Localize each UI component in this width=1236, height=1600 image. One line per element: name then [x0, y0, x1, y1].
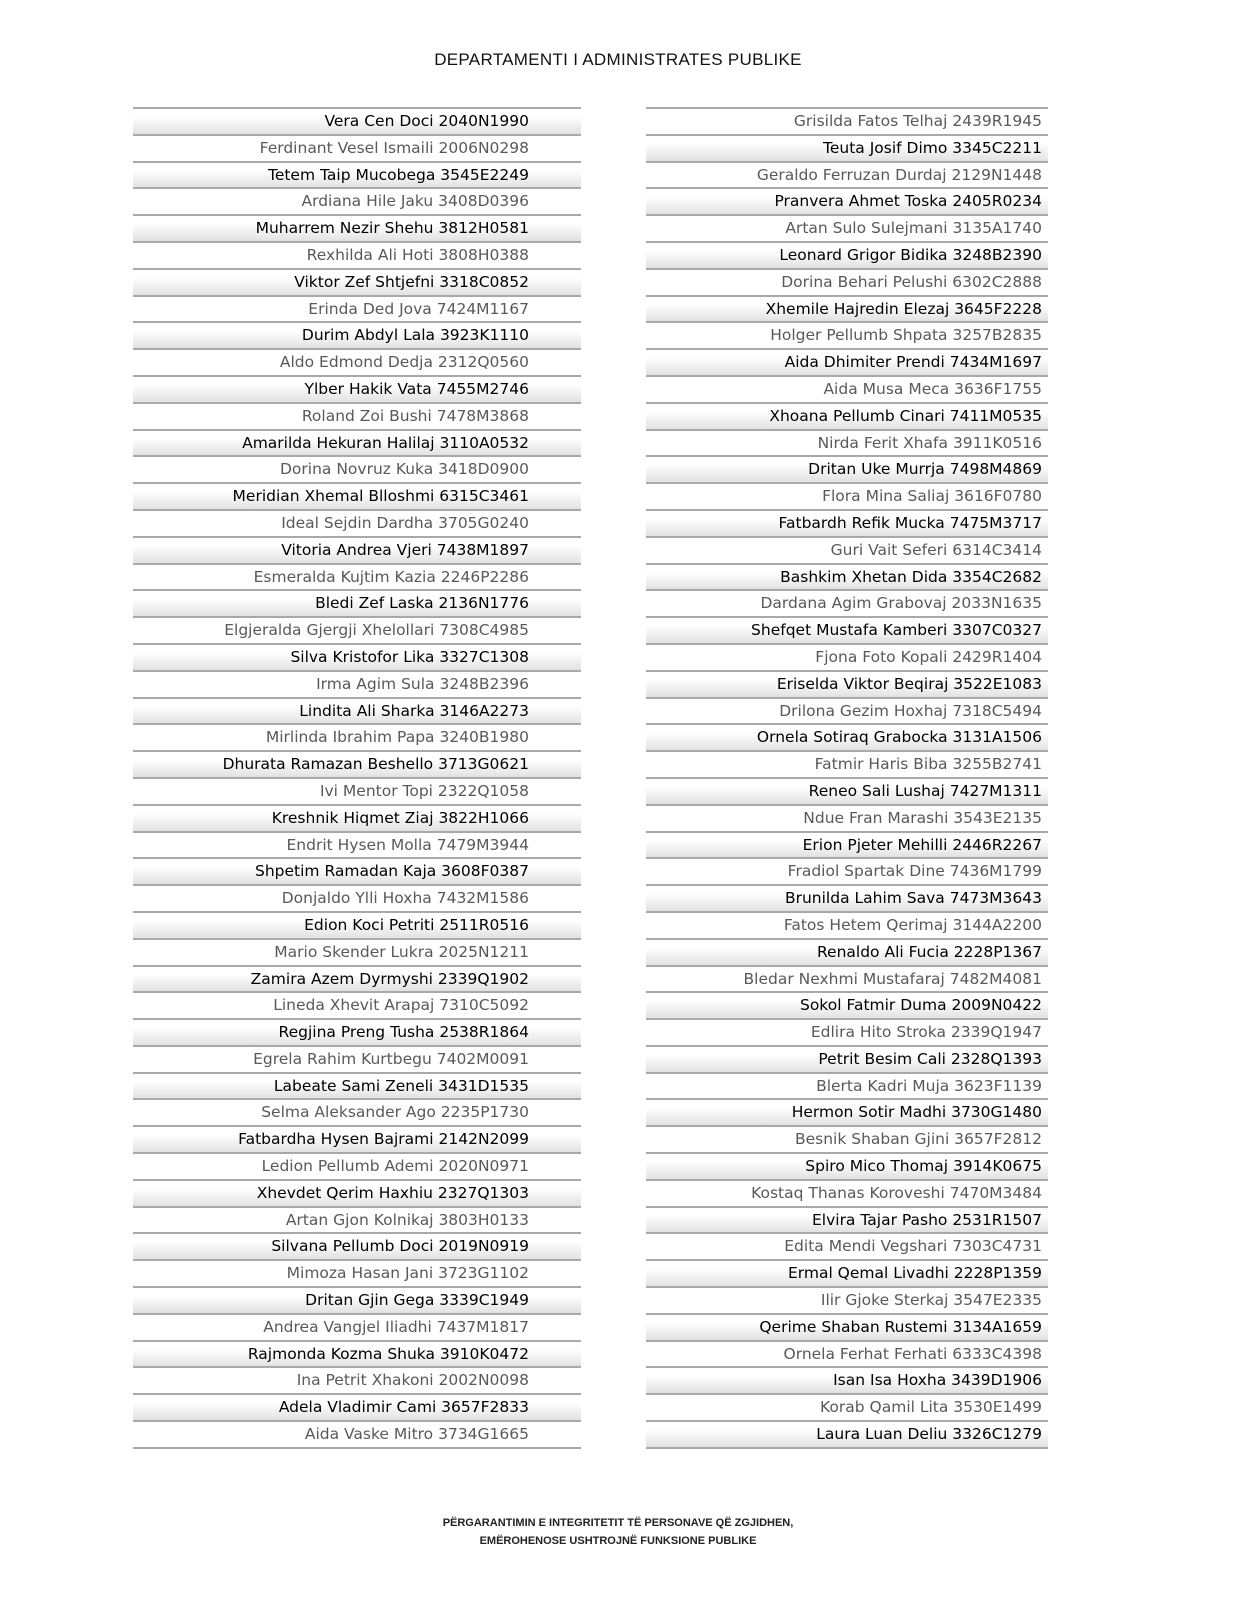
page-title: DEPARTAMENTI I ADMINISTRATES PUBLIKE: [434, 50, 802, 69]
right-list-row: Shefqet Mustafa Kamberi 3307C0327: [646, 616, 1048, 643]
left-list-row: Zamira Azem Dyrmyshi 2339Q1902: [133, 965, 581, 992]
right-list-row: Edlira Hito Stroka 2339Q1947: [646, 1018, 1048, 1045]
left-list-row: Amarilda Hekuran Halilaj 3110A0532: [133, 429, 581, 456]
left-list-row: Lindita Ali Sharka 3146A2273: [133, 697, 581, 724]
left-list-row: Vera Cen Doci 2040N1990: [133, 107, 581, 134]
left-list-row: Dorina Novruz Kuka 3418D0900: [133, 455, 581, 482]
right-list-row: Renaldo Ali Fucia 2228P1367: [646, 938, 1048, 965]
left-list-row: Donjaldo Ylli Hoxha 7432M1586: [133, 884, 581, 911]
right-list-row: Fatbardh Refik Mucka 7475M3717: [646, 509, 1048, 536]
footer-line-2: EMËROHENOSE USHTROJNË FUNKSIONE PUBLIKE: [479, 1535, 757, 1547]
left-list-row: Labeate Sami Zeneli 3431D1535: [133, 1072, 581, 1099]
left-list-row: Edion Koci Petriti 2511R0516: [133, 911, 581, 938]
right-list-row: Laura Luan Deliu 3326C1279: [646, 1420, 1048, 1447]
left-list-row: Ferdinant Vesel Ismaili 2006N0298: [133, 134, 581, 161]
right-list-row: Artan Sulo Sulejmani 3135A1740: [646, 214, 1048, 241]
left-list-row: Dritan Gjin Gega 3339C1949: [133, 1286, 581, 1313]
right-list-row: Leonard Grigor Bidika 3248B2390: [646, 241, 1048, 268]
left-list-row: Ylber Hakik Vata 7455M2746: [133, 375, 581, 402]
right-column-list: [646, 107, 1048, 1449]
right-list-row: Isan Isa Hoxha 3439D1906: [646, 1366, 1048, 1393]
right-list-row: Elvira Tajar Pasho 2531R1507: [646, 1206, 1048, 1233]
left-list-row: Vitoria Andrea Vjeri 7438M1897: [133, 536, 581, 563]
right-list-row: Hermon Sotir Madhi 3730G1480: [646, 1098, 1048, 1125]
left-list-row: Rexhilda Ali Hoti 3808H0388: [133, 241, 581, 268]
right-list-row: Petrit Besim Cali 2328Q1393: [646, 1045, 1048, 1072]
left-list-row: Aldo Edmond Dedja 2312Q0560: [133, 348, 581, 375]
left-list-row: Ledion Pellumb Ademi 2020N0971: [133, 1152, 581, 1179]
right-column-bottom-rule: [646, 1447, 1048, 1449]
right-list-row: Fatos Hetem Qerimaj 3144A2200: [646, 911, 1048, 938]
left-list-row: Artan Gjon Kolnikaj 3803H0133: [133, 1206, 581, 1233]
footer: [0, 1514, 1236, 1550]
right-list-row: Xhemile Hajredin Elezaj 3645F2228: [646, 295, 1048, 322]
left-list-row: Lineda Xhevit Arapaj 7310C5092: [133, 991, 581, 1018]
right-list-row: Holger Pellumb Shpata 3257B2835: [646, 321, 1048, 348]
footer-line-1: PËRGARANTIMIN E INTEGRITETIT TË PERSONAVE QË ZGJIDHEN,: [442, 1517, 794, 1529]
left-list-row: Shpetim Ramadan Kaja 3608F0387: [133, 857, 581, 884]
left-column-bottom-rule: [133, 1447, 581, 1449]
right-list-row: Teuta Josif Dimo 3345C2211: [646, 134, 1048, 161]
right-list-row: Besnik Shaban Gjini 3657F2812: [646, 1125, 1048, 1152]
left-list-row: Esmeralda Kujtim Kazia 2246P2286: [133, 563, 581, 590]
right-list-row: Eriselda Viktor Beqiraj 3522E1083: [646, 670, 1048, 697]
left-column-list: [133, 107, 581, 1449]
right-list-row: Geraldo Ferruzan Durdaj 2129N1448: [646, 161, 1048, 188]
right-list-row: Brunilda Lahim Sava 7473M3643: [646, 884, 1048, 911]
right-list-row: Erion Pjeter Mehilli 2446R2267: [646, 831, 1048, 858]
left-list-row: Elgjeralda Gjergji Xhelollari 7308C4985: [133, 616, 581, 643]
right-list-row: Xhoana Pellumb Cinari 7411M0535: [646, 402, 1048, 429]
right-list-row: Aida Musa Meca 3636F1755: [646, 375, 1048, 402]
right-list-row: Dritan Uke Murrja 7498M4869: [646, 455, 1048, 482]
left-list-row: Dhurata Ramazan Beshello 3713G0621: [133, 750, 581, 777]
right-list-row: Fradiol Spartak Dine 7436M1799: [646, 857, 1048, 884]
left-list-row: Mimoza Hasan Jani 3723G1102: [133, 1259, 581, 1286]
right-list-row: Reneo Sali Lushaj 7427M1311: [646, 777, 1048, 804]
left-list-row: Erinda Ded Jova 7424M1167: [133, 295, 581, 322]
left-list-row: Tetem Taip Mucobega 3545E2249: [133, 161, 581, 188]
right-list-row: Kostaq Thanas Koroveshi 7470M3484: [646, 1179, 1048, 1206]
right-list-row: Bashkim Xhetan Dida 3354C2682: [646, 563, 1048, 590]
right-list-row: Spiro Mico Thomaj 3914K0675: [646, 1152, 1048, 1179]
left-list-row: Silvana Pellumb Doci 2019N0919: [133, 1232, 581, 1259]
left-list-row: Ina Petrit Xhakoni 2002N0098: [133, 1366, 581, 1393]
left-list-row: Ardiana Hile Jaku 3408D0396: [133, 187, 581, 214]
left-list-row: Andrea Vangjel Iliadhi 7437M1817: [133, 1313, 581, 1340]
left-list-row: Selma Aleksander Ago 2235P1730: [133, 1098, 581, 1125]
left-list-row: Mario Skender Lukra 2025N1211: [133, 938, 581, 965]
left-list-row: Viktor Zef Shtjefni 3318C0852: [133, 268, 581, 295]
right-list-row: Guri Vait Seferi 6314C3414: [646, 536, 1048, 563]
right-list-row: Nirda Ferit Xhafa 3911K0516: [646, 429, 1048, 456]
right-list-row: Qerime Shaban Rustemi 3134A1659: [646, 1313, 1048, 1340]
right-list-row: Edita Mendi Vegshari 7303C4731: [646, 1232, 1048, 1259]
right-list-row: Dorina Behari Pelushi 6302C2888: [646, 268, 1048, 295]
left-list-row: Regjina Preng Tusha 2538R1864: [133, 1018, 581, 1045]
left-list-row: Muharrem Nezir Shehu 3812H0581: [133, 214, 581, 241]
left-list-row: Irma Agim Sula 3248B2396: [133, 670, 581, 697]
right-list-row: Dardana Agim Grabovaj 2033N1635: [646, 589, 1048, 616]
right-list-row: Ilir Gjoke Sterkaj 3547E2335: [646, 1286, 1048, 1313]
left-list-row: Durim Abdyl Lala 3923K1110: [133, 321, 581, 348]
left-list-row: Ideal Sejdin Dardha 3705G0240: [133, 509, 581, 536]
left-list-row: Mirlinda Ibrahim Papa 3240B1980: [133, 723, 581, 750]
right-list-row: Sokol Fatmir Duma 2009N0422: [646, 991, 1048, 1018]
right-list-row: Korab Qamil Lita 3530E1499: [646, 1393, 1048, 1420]
right-list-row: Drilona Gezim Hoxhaj 7318C5494: [646, 697, 1048, 724]
left-list-row: Ivi Mentor Topi 2322Q1058: [133, 777, 581, 804]
right-list-row: Ndue Fran Marashi 3543E2135: [646, 804, 1048, 831]
right-list-row: Ermal Qemal Livadhi 2228P1359: [646, 1259, 1048, 1286]
right-list-row: Ornela Ferhat Ferhati 6333C4398: [646, 1340, 1048, 1367]
left-list-row: Rajmonda Kozma Shuka 3910K0472: [133, 1340, 581, 1367]
left-list-row: Aida Vaske Mitro 3734G1665: [133, 1420, 581, 1447]
right-list-row: Flora Mina Saliaj 3616F0780: [646, 482, 1048, 509]
left-list-row: Roland Zoi Bushi 7478M3868: [133, 402, 581, 429]
left-list-row: Silva Kristofor Lika 3327C1308: [133, 643, 581, 670]
left-list-row: Xhevdet Qerim Haxhiu 2327Q1303: [133, 1179, 581, 1206]
left-list-row: Egrela Rahim Kurtbegu 7402M0091: [133, 1045, 581, 1072]
right-list-row: Ornela Sotiraq Grabocka 3131A1506: [646, 723, 1048, 750]
left-list-row: Fatbardha Hysen Bajrami 2142N2099: [133, 1125, 581, 1152]
right-list-row: Blerta Kadri Muja 3623F1139: [646, 1072, 1048, 1099]
right-list-row: Aida Dhimiter Prendi 7434M1697: [646, 348, 1048, 375]
right-list-row: Pranvera Ahmet Toska 2405R0234: [646, 187, 1048, 214]
left-list-row: Adela Vladimir Cami 3657F2833: [133, 1393, 581, 1420]
right-list-row: Fjona Foto Kopali 2429R1404: [646, 643, 1048, 670]
left-list-row: Meridian Xhemal Blloshmi 6315C3461: [133, 482, 581, 509]
right-list-row: Grisilda Fatos Telhaj 2439R1945: [646, 107, 1048, 134]
left-list-row: Endrit Hysen Molla 7479M3944: [133, 831, 581, 858]
left-list-row: Kreshnik Hiqmet Ziaj 3822H1066: [133, 804, 581, 831]
left-list-row: Bledi Zef Laska 2136N1776: [133, 589, 581, 616]
right-list-row: Bledar Nexhmi Mustafaraj 7482M4081: [646, 965, 1048, 992]
right-list-row: Fatmir Haris Biba 3255B2741: [646, 750, 1048, 777]
